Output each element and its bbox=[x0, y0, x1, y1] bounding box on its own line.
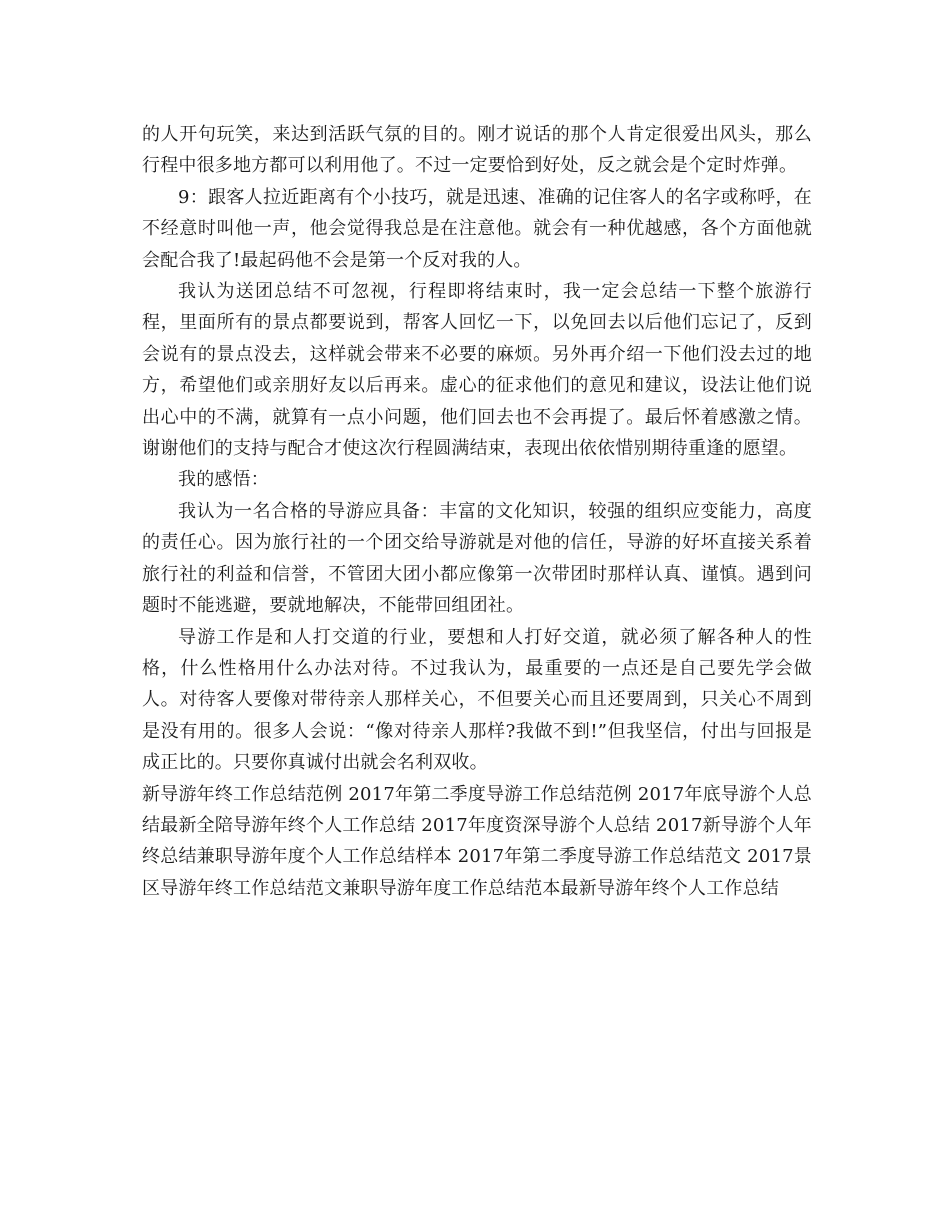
paragraph-tour-summary: 我认为送团总结不可忽视，行程即将结束时，我一定会总结一下整个旅游行程，里面所有的景点都要说到，帮客人回忆一下，以免回去以后他们忘记了，反到会说有的景点没去，这样就会带来不必要的麻烦。另外再介绍一下他们没去过的地方，希望他们或亲朋好友以后再来。虚心的征求他们的意见和建议，设法让他们说出心中的不满，就算有一点小问题，他们回去也不会再提了。最后怀着感激之情。谢谢他们的支持与配合才使这次行程圆满结束，表现出依依惜别期待重逢的愿望。 bbox=[142, 281, 812, 460]
section-heading-reflection: 我的感悟： bbox=[178, 469, 269, 491]
paragraph-qualified-guide: 我认为一名合格的导游应具备：丰富的文化知识，较强的组织应变能力，高度的责任心。因为旅行社的一个团交给导游就是对他的信任，导游的好坏直接关系着旅行社的利益和信誉，不管团大团小都应像第一次带团时那样认真、谨慎。遇到问题时不能逃避，要就地解决，不能带回组团社。 bbox=[142, 500, 812, 617]
paragraph-guide-work: 导游工作是和人打交道的行业，要想和人打好交道，就必须了解各种人的性格，什么性格用什么办法对待。不过我认为，最重要的一点还是自己要先学会做人。对待客人要像对带待亲人那样关心，不但要关心而且还要周到，只关心不周到是没有用的。很多人会说：“像对待亲人那样?我做不到!”但我坚信，付出与回报是成正比的。只要你真诚付出就会名利双收。 bbox=[142, 626, 812, 774]
paragraph-continuation: 的人开句玩笑，来达到活跃气氛的目的。刚才说话的那个人肯定很爱出风头，那么行程中很多地方都可以利用他了。不过一定要恰到好处，反之就会是个定时炸弹。 bbox=[142, 124, 812, 177]
document-body bbox=[142, 119, 812, 904]
related-links[interactable]: 新导游年终工作总结范例 2017年第二季度导游工作总结范例 2017年底导游个人总结最新全陪导游年终个人工作总结 2017年度资深导游个人总结 2017新导游个人年终总结兼职导游年度个人工作总结样本 2017年第二季度导游工作总结范文 2017景区导游年终工作总结范文兼职导游年度工作总结范本最新导游年终个人工作总结 bbox=[142, 783, 812, 899]
paragraph-tip-9: 9：跟客人拉近距离有个小技巧，就是迅速、准确的记住客人的名字或称呼，在不经意时叫他一声，他会觉得我总是在注意他。就会有一种优越感，各个方面他就会配合我了!最起码他不会是第一个反对我的人。 bbox=[142, 186, 812, 271]
